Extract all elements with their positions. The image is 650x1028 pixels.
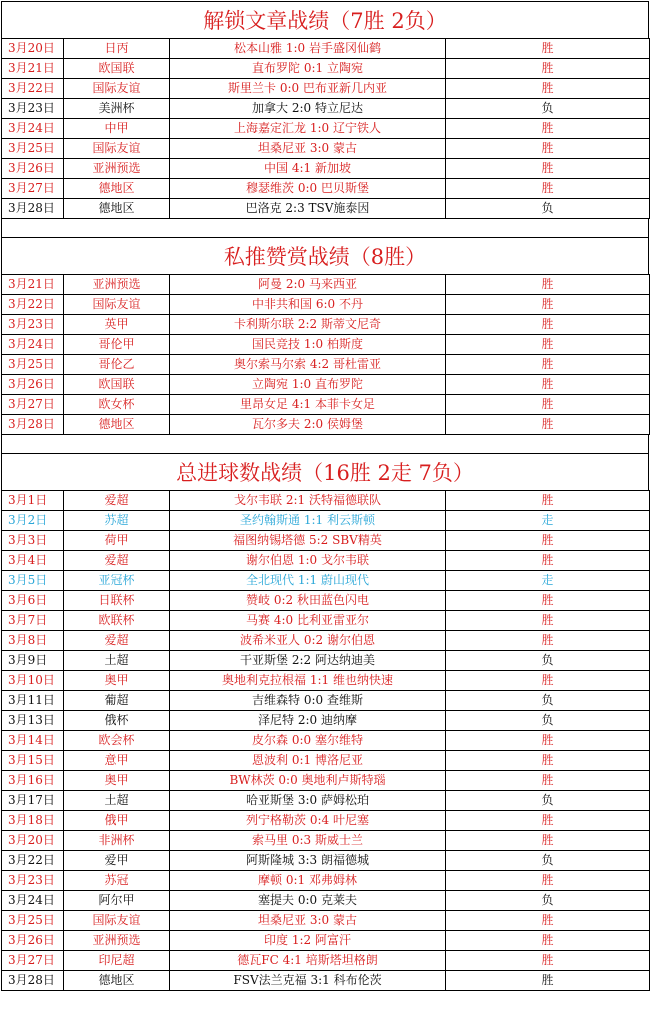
row-date: 3月16日 <box>2 771 64 791</box>
row-result: 胜 <box>446 951 650 971</box>
row-match: 戈尔韦联 2:1 沃特福德联队 <box>170 491 446 511</box>
row-date: 3月14日 <box>2 731 64 751</box>
row-match: 恩波利 0:1 博洛尼亚 <box>170 751 446 771</box>
row-league: 爱超 <box>64 551 170 571</box>
row-match: 谢尔伯恩 1:0 戈尔韦联 <box>170 551 446 571</box>
table-row <box>2 571 650 591</box>
table-row <box>2 199 650 219</box>
row-result: 胜 <box>446 591 650 611</box>
row-league: 国际友谊 <box>64 79 170 99</box>
row-league: 荷甲 <box>64 531 170 551</box>
row-date: 3月6日 <box>2 591 64 611</box>
row-league: 中甲 <box>64 119 170 139</box>
row-league: 苏超 <box>64 511 170 531</box>
row-match: 立陶宛 1:0 直布罗陀 <box>170 375 446 395</box>
row-match: 圣约翰斯通 1:1 利云斯顿 <box>170 511 446 531</box>
row-match: 里昂女足 4:1 本菲卡女足 <box>170 395 446 415</box>
table-row <box>2 59 650 79</box>
row-result: 胜 <box>446 335 650 355</box>
table-row <box>2 591 650 611</box>
row-league: 爱甲 <box>64 851 170 871</box>
row-date: 3月17日 <box>2 791 64 811</box>
table-row <box>2 79 650 99</box>
row-result: 胜 <box>446 295 650 315</box>
row-result: 胜 <box>446 119 650 139</box>
row-date: 3月5日 <box>2 571 64 591</box>
row-league: 日丙 <box>64 39 170 59</box>
row-league: 葡超 <box>64 691 170 711</box>
table-row <box>2 375 650 395</box>
row-date: 3月10日 <box>2 671 64 691</box>
row-result: 胜 <box>446 611 650 631</box>
row-date: 3月20日 <box>2 39 64 59</box>
row-match: 波希米亚人 0:2 谢尔伯恩 <box>170 631 446 651</box>
row-date: 3月22日 <box>2 851 64 871</box>
table-row <box>2 891 650 911</box>
table-row <box>2 631 650 651</box>
row-match: 赞岐 0:2 秋田蓝色闪电 <box>170 591 446 611</box>
table-row <box>2 671 650 691</box>
row-result: 负 <box>446 711 650 731</box>
row-date: 3月13日 <box>2 711 64 731</box>
row-result: 胜 <box>446 771 650 791</box>
row-date: 3月23日 <box>2 315 64 335</box>
row-league: 欧女杯 <box>64 395 170 415</box>
row-result: 胜 <box>446 491 650 511</box>
row-result: 胜 <box>446 731 650 751</box>
row-league: 阿尔甲 <box>64 891 170 911</box>
row-league: 爱超 <box>64 491 170 511</box>
row-league: 俄甲 <box>64 811 170 831</box>
row-result: 走 <box>446 571 650 591</box>
row-date: 3月22日 <box>2 295 64 315</box>
row-result: 胜 <box>446 751 650 771</box>
row-date: 3月21日 <box>2 59 64 79</box>
row-match: 奥地利克拉根福 1:1 维也纳快速 <box>170 671 446 691</box>
record-sheet <box>1 0 649 991</box>
table-row <box>2 511 650 531</box>
row-date: 3月22日 <box>2 79 64 99</box>
row-date: 3月4日 <box>2 551 64 571</box>
table-row <box>2 275 650 295</box>
row-match: 马赛 4:0 比利亚雷亚尔 <box>170 611 446 631</box>
row-match: 坦桑尼亚 3:0 蒙古 <box>170 911 446 931</box>
section-title-private-tips: 私推赞赏战绩（8胜） <box>1 237 649 274</box>
row-match: 穆瑟维茨 0:0 巴贝斯堡 <box>170 179 446 199</box>
row-league: 印尼超 <box>64 951 170 971</box>
row-league: 哥伦甲 <box>64 335 170 355</box>
row-match: 上海嘉定汇龙 1:0 辽宁铁人 <box>170 119 446 139</box>
row-date: 3月9日 <box>2 651 64 671</box>
row-result: 胜 <box>446 375 650 395</box>
row-league: 亚冠杯 <box>64 571 170 591</box>
row-result: 负 <box>446 891 650 911</box>
row-match: 列宁格勒茨 0:4 叶尼塞 <box>170 811 446 831</box>
row-league: 亚洲预选 <box>64 275 170 295</box>
row-match: 松本山雅 1:0 岩手盛冈仙鹤 <box>170 39 446 59</box>
table-row <box>2 491 650 511</box>
table-row <box>2 395 650 415</box>
table-row <box>2 851 650 871</box>
table-row <box>2 119 650 139</box>
table-row <box>2 771 650 791</box>
row-date: 3月15日 <box>2 751 64 771</box>
row-result: 胜 <box>446 811 650 831</box>
row-date: 3月20日 <box>2 831 64 851</box>
row-match: 中非共和国 6:0 不丹 <box>170 295 446 315</box>
row-result: 胜 <box>446 395 650 415</box>
row-result: 胜 <box>446 79 650 99</box>
row-result: 走 <box>446 511 650 531</box>
row-league: 欧国联 <box>64 59 170 79</box>
row-date: 3月28日 <box>2 971 64 991</box>
table-row <box>2 691 650 711</box>
table-row <box>2 355 650 375</box>
table-row <box>2 911 650 931</box>
row-date: 3月27日 <box>2 951 64 971</box>
table-row <box>2 711 650 731</box>
row-result: 胜 <box>446 911 650 931</box>
row-match: 巴洛克 2:3 TSV施泰因 <box>170 199 446 219</box>
row-result: 胜 <box>446 179 650 199</box>
table-row <box>2 139 650 159</box>
row-league: 美洲杯 <box>64 99 170 119</box>
row-date: 3月24日 <box>2 891 64 911</box>
row-result: 胜 <box>446 931 650 951</box>
section-title-total-goals: 总进球数战绩（16胜 2走 7负） <box>1 453 649 490</box>
row-league: 日联杯 <box>64 591 170 611</box>
row-match: 加拿大 2:0 特立尼达 <box>170 99 446 119</box>
table-row <box>2 99 650 119</box>
row-date: 3月28日 <box>2 199 64 219</box>
row-date: 3月8日 <box>2 631 64 651</box>
row-date: 3月25日 <box>2 911 64 931</box>
row-date: 3月11日 <box>2 691 64 711</box>
row-league: 亚洲预选 <box>64 159 170 179</box>
row-league: 苏冠 <box>64 871 170 891</box>
row-league: 欧会杯 <box>64 731 170 751</box>
section-spacer <box>1 219 649 237</box>
row-match: FSV法兰克福 3:1 科布伦茨 <box>170 971 446 991</box>
row-match: 塞提夫 0:0 克莱夫 <box>170 891 446 911</box>
table-row <box>2 551 650 571</box>
row-match: 卡利斯尔联 2:2 斯蒂文尼奇 <box>170 315 446 335</box>
row-league: 哥伦乙 <box>64 355 170 375</box>
row-match: 斯里兰卡 0:0 巴布亚新几内亚 <box>170 79 446 99</box>
row-league: 国际友谊 <box>64 911 170 931</box>
row-match: 哈亚斯堡 3:0 萨姆松珀 <box>170 791 446 811</box>
table-row <box>2 811 650 831</box>
row-league: 德地区 <box>64 179 170 199</box>
row-date: 3月1日 <box>2 491 64 511</box>
row-match: 索马里 0:3 斯威士兰 <box>170 831 446 851</box>
row-league: 国际友谊 <box>64 295 170 315</box>
row-match: 阿斯隆城 3:3 朗福德城 <box>170 851 446 871</box>
row-league: 国际友谊 <box>64 139 170 159</box>
row-date: 3月7日 <box>2 611 64 631</box>
row-match: 中国 4:1 新加坡 <box>170 159 446 179</box>
row-league: 非洲杯 <box>64 831 170 851</box>
row-league: 欧国联 <box>64 375 170 395</box>
row-league: 亚洲预选 <box>64 931 170 951</box>
row-result: 胜 <box>446 871 650 891</box>
row-date: 3月18日 <box>2 811 64 831</box>
row-result: 胜 <box>446 59 650 79</box>
row-date: 3月23日 <box>2 99 64 119</box>
row-match: 皮尔森 0:0 塞尔维特 <box>170 731 446 751</box>
row-date: 3月24日 <box>2 119 64 139</box>
row-result: 胜 <box>446 415 650 435</box>
records-table-total-goals <box>1 490 650 991</box>
row-result: 胜 <box>446 831 650 851</box>
row-match: 德瓦FC 4:1 培斯塔坦格朗 <box>170 951 446 971</box>
row-league: 欧联杯 <box>64 611 170 631</box>
row-result: 负 <box>446 99 650 119</box>
row-result: 胜 <box>446 139 650 159</box>
table-row <box>2 931 650 951</box>
table-row <box>2 179 650 199</box>
row-league: 英甲 <box>64 315 170 335</box>
row-result: 胜 <box>446 971 650 991</box>
table-row <box>2 731 650 751</box>
table-row <box>2 295 650 315</box>
table-row <box>2 831 650 851</box>
table-row <box>2 751 650 771</box>
row-match: 奥尔索马尔索 4:2 哥杜雷亚 <box>170 355 446 375</box>
table-row <box>2 871 650 891</box>
row-date: 3月26日 <box>2 931 64 951</box>
row-match: 干亚斯堡 2:2 阿达纳迪美 <box>170 651 446 671</box>
row-league: 意甲 <box>64 751 170 771</box>
table-row <box>2 315 650 335</box>
row-result: 胜 <box>446 39 650 59</box>
row-result: 负 <box>446 199 650 219</box>
row-result: 胜 <box>446 671 650 691</box>
row-result: 负 <box>446 851 650 871</box>
row-date: 3月2日 <box>2 511 64 531</box>
table-row <box>2 651 650 671</box>
row-match: 全北现代 1:1 蔚山现代 <box>170 571 446 591</box>
row-match: 国民竞技 1:0 柏斯度 <box>170 335 446 355</box>
table-row <box>2 415 650 435</box>
row-date: 3月25日 <box>2 355 64 375</box>
row-league: 德地区 <box>64 971 170 991</box>
row-match: 摩顿 0:1 邓弗姆林 <box>170 871 446 891</box>
row-match: 坦桑尼亚 3:0 蒙古 <box>170 139 446 159</box>
row-date: 3月27日 <box>2 179 64 199</box>
row-date: 3月3日 <box>2 531 64 551</box>
records-table-private-tips <box>1 274 650 435</box>
row-result: 胜 <box>446 315 650 335</box>
row-result: 胜 <box>446 275 650 295</box>
row-league: 德地区 <box>64 415 170 435</box>
row-date: 3月21日 <box>2 275 64 295</box>
section-spacer <box>1 435 649 453</box>
row-date: 3月27日 <box>2 395 64 415</box>
row-result: 胜 <box>446 631 650 651</box>
row-date: 3月26日 <box>2 159 64 179</box>
records-table-unlock-articles <box>1 38 650 219</box>
table-row <box>2 531 650 551</box>
table-row <box>2 335 650 355</box>
table-row <box>2 971 650 991</box>
row-match: 吉维森特 0:0 查维斯 <box>170 691 446 711</box>
row-result: 胜 <box>446 159 650 179</box>
row-league: 奥甲 <box>64 771 170 791</box>
row-result: 胜 <box>446 355 650 375</box>
row-date: 3月25日 <box>2 139 64 159</box>
row-league: 土超 <box>64 791 170 811</box>
table-row <box>2 159 650 179</box>
row-result: 负 <box>446 691 650 711</box>
row-date: 3月26日 <box>2 375 64 395</box>
row-match: BW林茨 0:0 奥地利卢斯特瑙 <box>170 771 446 791</box>
row-match: 直布罗陀 0:1 立陶宛 <box>170 59 446 79</box>
row-league: 土超 <box>64 651 170 671</box>
row-result: 负 <box>446 791 650 811</box>
row-match: 阿曼 2:0 马来西亚 <box>170 275 446 295</box>
row-date: 3月24日 <box>2 335 64 355</box>
row-date: 3月28日 <box>2 415 64 435</box>
table-row <box>2 951 650 971</box>
row-match: 福图纳锡塔德 5:2 SBV精英 <box>170 531 446 551</box>
row-result: 胜 <box>446 531 650 551</box>
table-row <box>2 611 650 631</box>
section-title-unlock-articles: 解锁文章战绩（7胜 2负） <box>1 1 649 38</box>
row-league: 爱超 <box>64 631 170 651</box>
row-result: 负 <box>446 651 650 671</box>
row-league: 德地区 <box>64 199 170 219</box>
row-date: 3月23日 <box>2 871 64 891</box>
table-row <box>2 39 650 59</box>
row-match: 泽尼特 2:0 迪纳摩 <box>170 711 446 731</box>
row-match: 瓦尔多夫 2:0 侯姆堡 <box>170 415 446 435</box>
table-row <box>2 791 650 811</box>
row-league: 奥甲 <box>64 671 170 691</box>
row-match: 印度 1:2 阿富汗 <box>170 931 446 951</box>
row-league: 俄杯 <box>64 711 170 731</box>
row-result: 胜 <box>446 551 650 571</box>
